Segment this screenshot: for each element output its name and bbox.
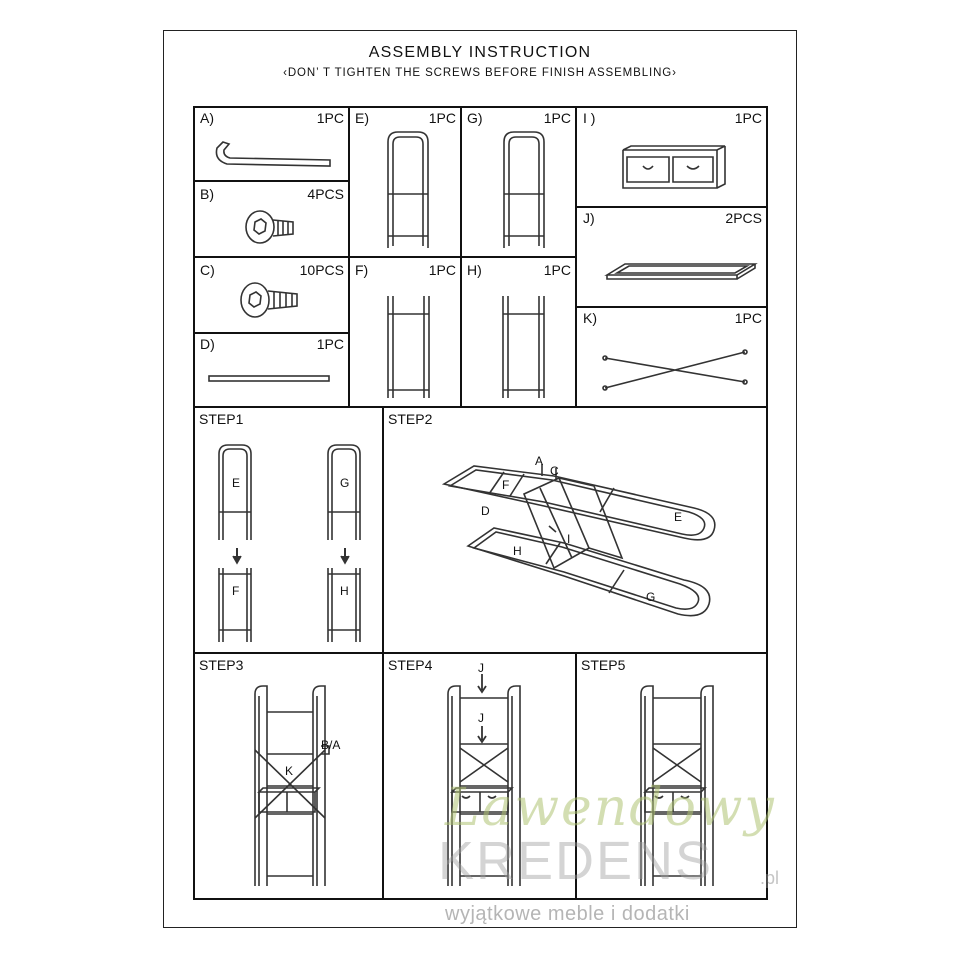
drawer-unit-icon <box>577 108 770 210</box>
allen-key-icon <box>195 108 352 184</box>
step-2-diagram <box>384 408 770 656</box>
part-b-cell <box>193 180 350 258</box>
step-1-label: STEP1 <box>199 411 244 427</box>
part-g-label: G) <box>467 110 483 126</box>
step-5-label: STEP5 <box>581 657 626 673</box>
watermark-brand: KREDENS <box>438 831 714 891</box>
watermark-tagline: wyjątkowe meble i dodatki <box>445 903 690 925</box>
step-2-tag-d: D <box>481 504 490 518</box>
step-1-tag-g: G <box>340 476 350 490</box>
part-c-qty: 10PCS <box>299 262 344 278</box>
part-a-label: A) <box>200 110 214 126</box>
part-g-qty: 1PC <box>543 110 571 126</box>
step-4-tag-j-top: J <box>478 661 484 675</box>
step-2-tag-c: C <box>550 464 559 478</box>
part-b-label: B) <box>200 186 214 202</box>
step-1-cell <box>193 406 384 654</box>
short-screw-icon <box>195 182 352 260</box>
part-h-cell <box>460 256 577 408</box>
part-c-cell <box>193 256 350 334</box>
page-subtitle: ‹DON’ T TIGHTEN THE SCREWS BEFORE FINISH ASSEMBLING› <box>283 67 677 79</box>
part-k-cell <box>575 306 768 408</box>
step-2-tag-h: H <box>513 544 522 558</box>
step-2-cell <box>382 406 768 654</box>
cross-bar-icon <box>577 308 770 410</box>
step-2-tag-a: A <box>535 454 544 468</box>
step-2-label: STEP2 <box>388 411 433 427</box>
part-d-qty: 1PC <box>316 336 344 352</box>
part-j-cell <box>575 206 768 308</box>
part-f-qty: 1PC <box>428 262 456 278</box>
part-h-qty: 1PC <box>543 262 571 278</box>
step-2-tag-i: I <box>567 532 571 546</box>
part-d-label: D) <box>200 336 215 352</box>
part-c-label: C) <box>200 262 215 278</box>
lower-frame-f-icon <box>350 258 464 410</box>
step-3-tag-k: K <box>285 764 294 778</box>
step-4-label: STEP4 <box>388 657 433 673</box>
step-3-cell <box>193 652 384 900</box>
part-e-cell <box>348 106 462 258</box>
step-2-tag-g: G <box>646 590 656 604</box>
part-g-cell <box>460 106 577 258</box>
step-1-diagram <box>195 408 386 656</box>
part-d-cell <box>193 332 350 408</box>
step-2-tag-e: E <box>674 510 683 524</box>
part-a-qty: 1PC <box>316 110 344 126</box>
step-2-tag-f: F <box>502 478 510 492</box>
part-j-label: J) <box>583 210 595 226</box>
step-4-tag-j-mid: J <box>478 711 484 725</box>
step-3-diagram <box>195 654 386 902</box>
part-e-label: E) <box>355 110 369 126</box>
step-1-tag-f: F <box>232 584 240 598</box>
part-i-label: I ) <box>583 110 596 126</box>
watermark-script: Lawendowy <box>445 778 776 838</box>
shelf-icon <box>577 208 770 310</box>
page-title: ASSEMBLY INSTRUCTION <box>368 44 592 61</box>
step-1-tag-e: E <box>232 476 241 490</box>
part-i-qty: 1PC <box>734 110 762 126</box>
upper-frame-g-icon <box>462 108 579 260</box>
part-a-cell <box>193 106 350 182</box>
step-3-label: STEP3 <box>199 657 244 673</box>
part-f-label: F) <box>355 262 369 278</box>
step-3-tag-ba: B/A <box>321 738 341 752</box>
part-f-cell <box>348 256 462 408</box>
part-i-cell <box>575 106 768 208</box>
part-k-qty: 1PC <box>734 310 762 326</box>
upper-frame-e-icon <box>350 108 464 260</box>
step-1-tag-h: H <box>340 584 349 598</box>
part-h-label: H) <box>467 262 482 278</box>
part-b-qty: 4PCS <box>307 186 344 202</box>
watermark-domain: .pl <box>760 868 780 888</box>
rod-icon <box>195 334 352 410</box>
part-j-qty: 2PCS <box>725 210 762 226</box>
part-e-qty: 1PC <box>428 110 456 126</box>
part-k-label: K) <box>583 310 597 326</box>
long-screw-icon <box>195 258 352 336</box>
lower-frame-h-icon <box>462 258 579 410</box>
